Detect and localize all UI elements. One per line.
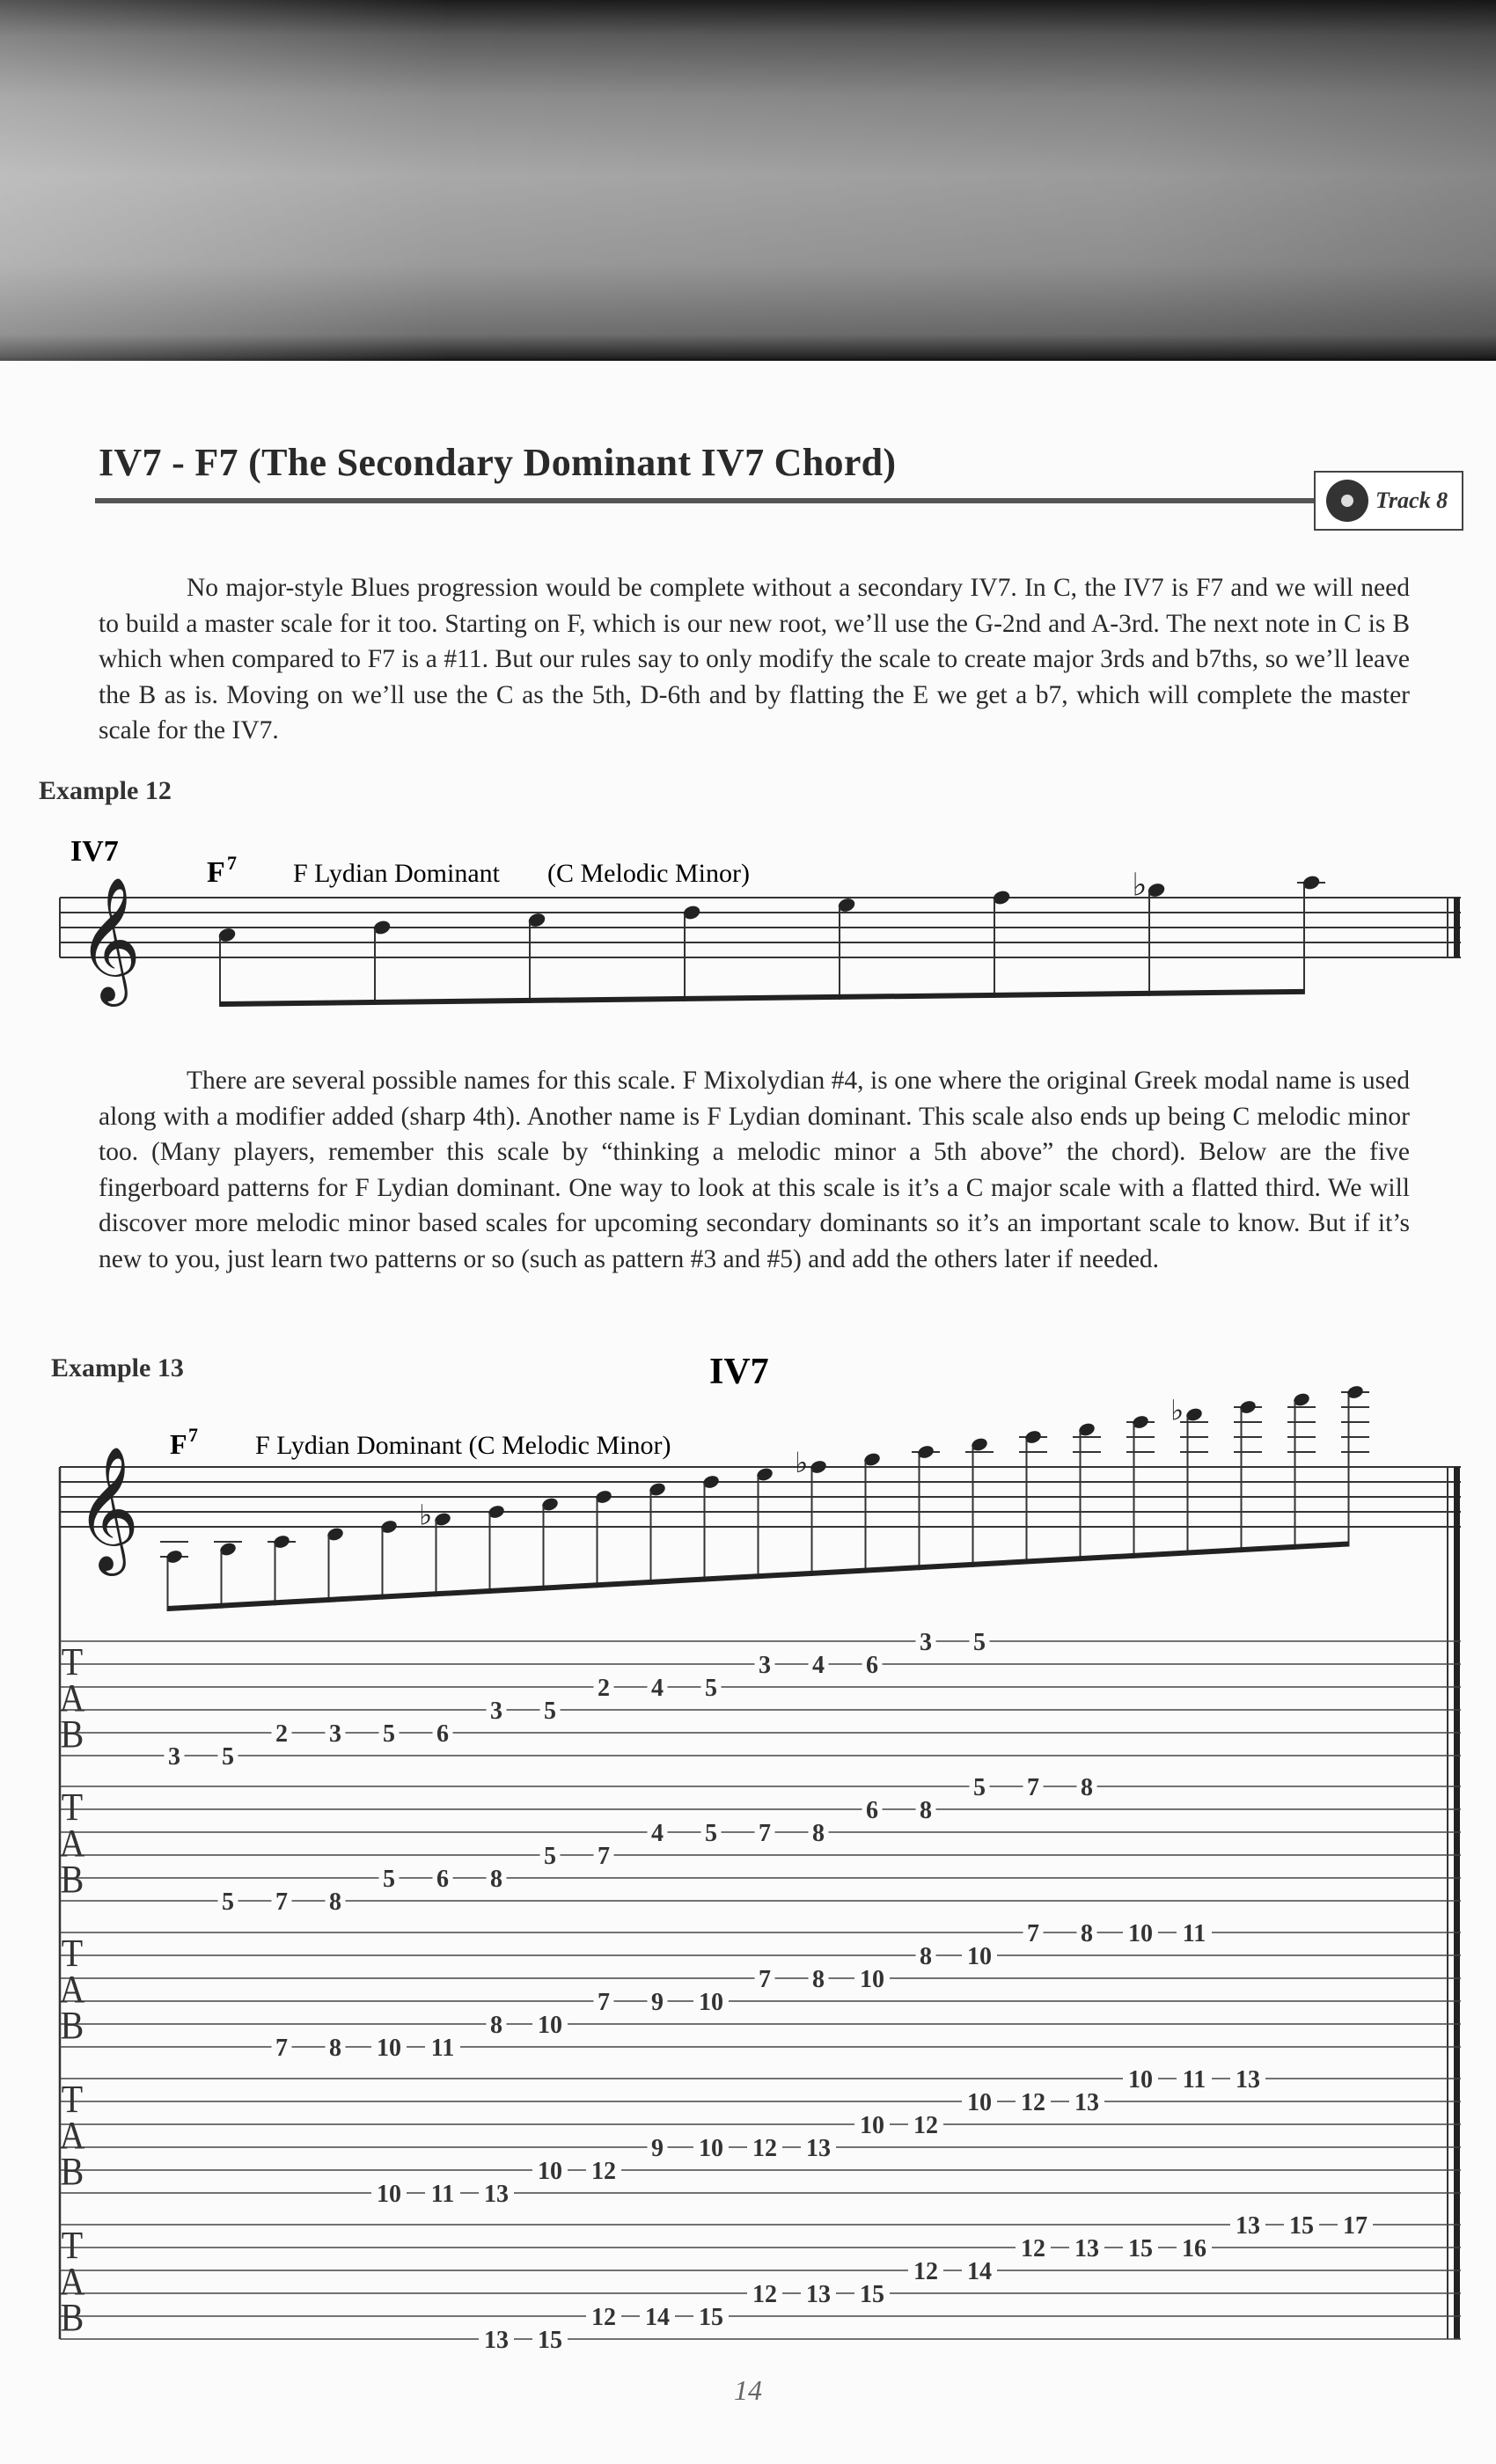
tab-fret-number: 11 (1182, 2066, 1206, 2094)
flat-sign: ♭ (419, 1499, 433, 1531)
tab-fret-number: 10 (699, 1989, 723, 2016)
tab-fret-number: 7 (759, 1820, 771, 1847)
tab-fret-number: 15 (1128, 2235, 1153, 2262)
tab-fret-number: 13 (1236, 2212, 1260, 2240)
example-13-notation (0, 1338, 1496, 2358)
example-13-tablature (60, 1629, 1461, 2354)
tab-fret-number: 5 (544, 1843, 556, 1870)
treble-clef-icon: 𝄞 (76, 1449, 140, 1569)
tab-system-1 (60, 1629, 1461, 1771)
tab-fret-number: 10 (377, 2035, 401, 2062)
tab-fret-number: 7 (1027, 1774, 1039, 1801)
tab-fret-number: 10 (860, 1966, 884, 1993)
tab-fret-number: 5 (383, 1866, 395, 1893)
example-12-scale-alt: (C Melodic Minor) (547, 859, 750, 888)
tab-fret-number: 7 (1027, 1920, 1039, 1947)
tab-fret-number: 12 (591, 2304, 616, 2331)
tab-letter: B (60, 1859, 84, 1902)
tab-fret-number: 3 (168, 1743, 180, 1771)
intro-paragraph: No major-style Blues progression would be complete without a secondary IV7. In C, the IV7 is F7 and we will need to build a master scale for it too. Starting on F, which is our new root, we’ll use the G-2nd and A-3rd. The next note in C is B which when compared to F7 is a #11. But our rules say to only modify the scale to create major 3rds and b7ths, so we’ll leave the B as is. Moving on we’ll use the C as the 5th, D-6th and by flatting the E we get a b7, which will complete the master scale for the IV7. (99, 574, 1410, 744)
tab-fret-number: 12 (1021, 2235, 1045, 2262)
tab-fret-number: 13 (484, 2327, 509, 2354)
tab-fret-number: 10 (1128, 1920, 1153, 1947)
tab-letter: T (61, 2079, 84, 2122)
tab-system-5 (60, 2212, 1461, 2354)
tab-fret-number: 8 (812, 1820, 825, 1847)
final-barline (1454, 898, 1460, 957)
tab-fret-number: 7 (275, 1888, 288, 1916)
example-12-scale-name: F Lydian Dominant (293, 859, 500, 888)
title-rule (95, 498, 1318, 503)
tab-fret-number: 13 (484, 2181, 509, 2208)
tab-fret-number: 5 (973, 1629, 986, 1656)
tab-fret-number: 8 (1081, 1920, 1093, 1947)
tab-fret-number: 3 (329, 1720, 341, 1748)
tab-fret-number: 10 (860, 2112, 884, 2139)
tab-fret-number: 11 (1182, 1920, 1206, 1947)
example-12-notes (217, 868, 1325, 1008)
example-13-chord-sup: 7 (188, 1424, 198, 1446)
tab-fret-number: 8 (490, 1866, 502, 1893)
tab-letter: T (61, 1641, 84, 1684)
tab-fret-number: 15 (860, 2281, 884, 2308)
tab-system-3 (60, 1920, 1461, 2062)
tab-fret-number: 10 (699, 2135, 723, 2162)
example-12-notation (0, 827, 1496, 1030)
track-badge (1314, 471, 1463, 531)
tab-fret-number: 3 (759, 1652, 771, 1679)
tab-letter: A (59, 2261, 85, 2304)
tab-fret-number: 12 (752, 2135, 777, 2162)
tab-fret-number: 14 (967, 2258, 992, 2285)
example-13-chord: F (170, 1428, 187, 1460)
tab-fret-number: 10 (967, 2089, 992, 2116)
tab-fret-number: 13 (806, 2281, 831, 2308)
note-beam (220, 989, 1304, 1007)
page-title: IV7 - F7 (The Secondary Dominant IV7 Chord) (99, 441, 897, 484)
example-13-staff (60, 1448, 1461, 2339)
tab-fret-number: 15 (1289, 2212, 1314, 2240)
tab-system-4 (60, 2066, 1461, 2208)
tab-fret-number: 7 (598, 1989, 610, 2016)
treble-clef-icon: 𝄞 (77, 880, 142, 1000)
tab-fret-number: 10 (538, 2012, 562, 2039)
tab-fret-number: 2 (275, 1720, 288, 1748)
tab-fret-number: 9 (651, 2135, 664, 2162)
tab-letter: T (61, 1932, 84, 1976)
tab-fret-number: 15 (699, 2304, 723, 2331)
tab-fret-number: 5 (222, 1888, 234, 1916)
tab-fret-number: 12 (591, 2158, 616, 2185)
track-label: Track 8 (1375, 488, 1448, 513)
tab-letter: A (59, 2115, 85, 2158)
example-13-label: Example 13 (51, 1353, 184, 1382)
tab-fret-number: 5 (705, 1820, 717, 1847)
tab-fret-number: 8 (490, 2012, 502, 2039)
tab-fret-number: 4 (651, 1675, 664, 1702)
tab-fret-number: 5 (705, 1675, 717, 1702)
tab-fret-number: 10 (1128, 2066, 1153, 2094)
tab-fret-number: 7 (275, 2035, 288, 2062)
flat-sign: ♭ (1170, 1394, 1184, 1426)
tab-fret-number: 8 (920, 1797, 932, 1824)
tab-letter: B (60, 2151, 84, 2194)
cd-icon (1326, 480, 1368, 522)
tab-fret-number: 6 (866, 1652, 878, 1679)
tab-fret-number: 5 (383, 1720, 395, 1748)
tab-fret-number: 9 (651, 1989, 664, 2016)
tab-letter: A (59, 1969, 85, 2012)
tab-fret-number: 7 (759, 1966, 771, 1993)
tab-letter: B (60, 1713, 84, 1756)
tab-fret-number: 16 (1182, 2235, 1206, 2262)
tab-fret-number: 13 (1236, 2066, 1260, 2094)
tab-fret-number: 2 (598, 1675, 610, 1702)
tab-fret-number: 13 (806, 2135, 831, 2162)
tab-letter: T (61, 2225, 84, 2268)
page-number: 14 (734, 2374, 762, 2406)
scanner-edge (0, 0, 1496, 361)
tab-fret-number: 4 (651, 1820, 664, 1847)
tab-fret-number: 4 (812, 1652, 825, 1679)
example-12-section: IV7 (70, 835, 119, 868)
tab-fret-number: 7 (598, 1843, 610, 1870)
tab-fret-number: 5 (222, 1743, 234, 1771)
tab-fret-number: 5 (973, 1774, 986, 1801)
tab-system-2 (60, 1774, 1461, 1916)
tab-fret-number: 3 (490, 1698, 502, 1725)
tab-fret-number: 6 (866, 1797, 878, 1824)
tab-fret-number: 14 (645, 2304, 670, 2331)
example-12-chord-sup: 7 (227, 852, 237, 874)
tab-letter: T (61, 1786, 84, 1830)
tab-fret-number: 17 (1343, 2212, 1368, 2240)
example-12-staff (60, 878, 1461, 1007)
flat-sign: ♭ (1132, 867, 1148, 903)
example-13-section: IV7 (709, 1352, 769, 1392)
scale-names-paragraph: There are several possible names for this scale. F Mixolydian #4, is one where the original Greek modal name is used along with a modifier added (sharp 4th). Another name is F Lydian dominant. This scale also ends up being C melodic minor too. (Many players, remember this scale by “thinking a melodic minor a 5th above” the chord). Below are the five fingerboard patterns for F Lydian dominant. One way to look at this scale is it’s a C major scale with a flatted third. We will discover more melodic minor based scales for upcoming secondary dominants so it’s an important scale to know. But if it’s new to you, just learn two patterns or so (such as pattern #3 and #5) and add the others later if needed. (99, 1067, 1410, 1273)
tab-letter: A (59, 1677, 85, 1720)
tab-fret-number: 8 (329, 1888, 341, 1916)
tab-fret-number: 8 (1081, 1774, 1093, 1801)
final-barline (1454, 1467, 1460, 2339)
tab-fret-number: 12 (1021, 2089, 1045, 2116)
tab-fret-number: 12 (913, 2258, 938, 2285)
tab-fret-number: 11 (430, 2181, 455, 2208)
tab-letter: B (60, 2005, 84, 2048)
flat-sign: ♭ (795, 1447, 809, 1478)
tab-letter: B (60, 2297, 84, 2340)
tab-fret-number: 13 (1074, 2089, 1099, 2116)
tab-letter: A (59, 1822, 85, 1866)
tab-fret-number: 10 (377, 2181, 401, 2208)
tab-fret-number: 6 (436, 1720, 449, 1748)
example-12-chord: F (207, 856, 225, 889)
tab-fret-number: 6 (436, 1866, 449, 1893)
example-13-scale-name: F Lydian Dominant (C Melodic Minor) (255, 1431, 671, 1460)
example-12-label: Example 12 (39, 776, 172, 805)
tab-fret-number: 12 (752, 2281, 777, 2308)
tab-fret-number: 8 (329, 2035, 341, 2062)
tab-fret-number: 8 (812, 1966, 825, 1993)
tab-fret-number: 3 (920, 1629, 932, 1656)
tab-fret-number: 5 (544, 1698, 556, 1725)
tab-fret-number: 12 (913, 2112, 938, 2139)
tab-fret-number: 13 (1074, 2235, 1099, 2262)
tab-fret-number: 8 (920, 1943, 932, 1970)
tab-fret-number: 10 (967, 1943, 992, 1970)
tab-fret-number: 11 (430, 2035, 455, 2062)
tab-fret-number: 15 (538, 2327, 562, 2354)
tab-fret-number: 10 (538, 2158, 562, 2185)
